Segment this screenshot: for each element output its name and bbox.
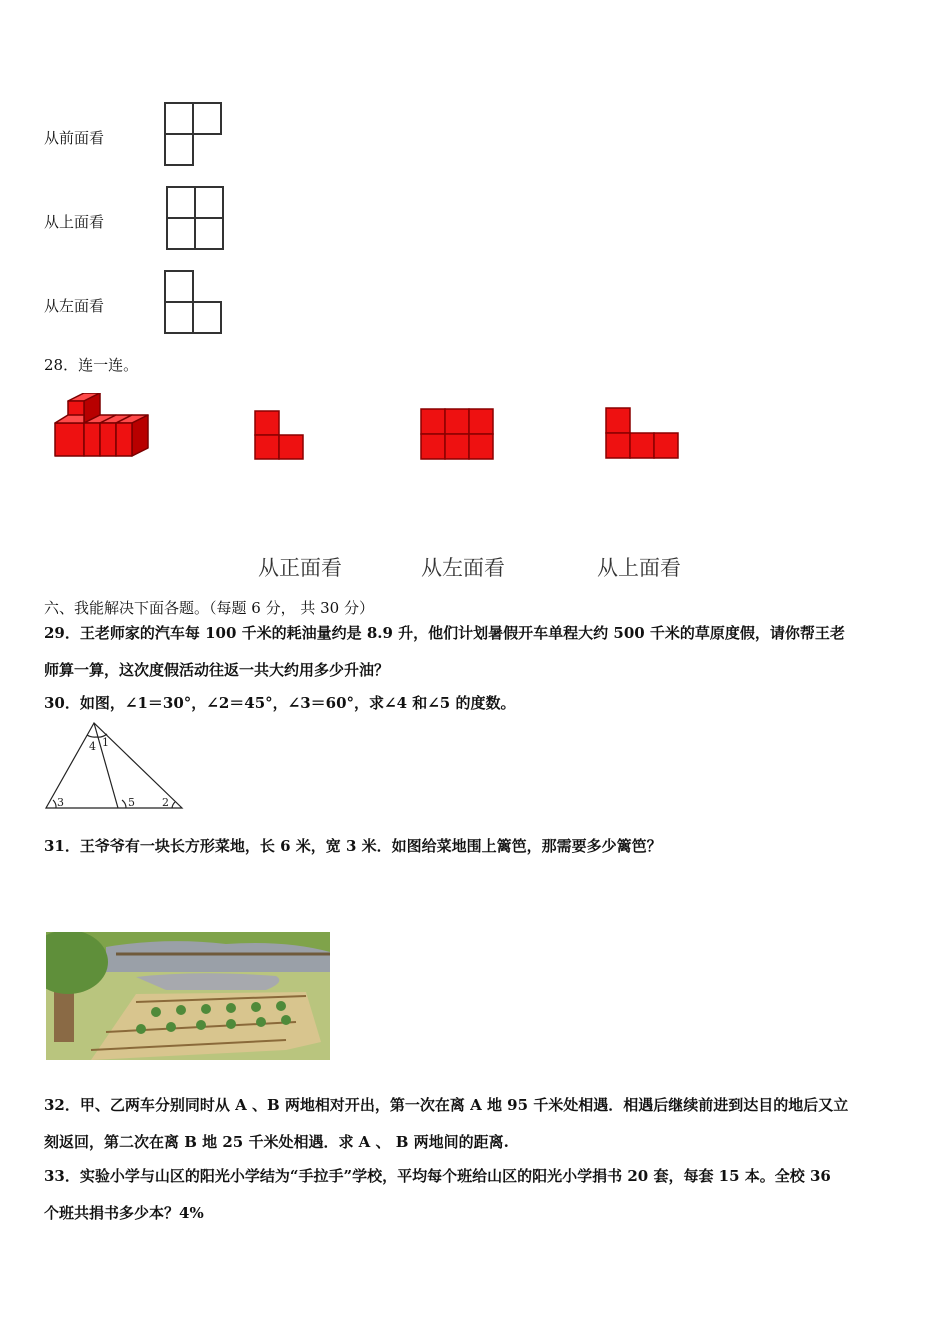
view-shape-l-small — [252, 408, 308, 464]
angle-label-4: 4 — [89, 740, 96, 753]
q28-title: 28．连一连。 — [44, 356, 139, 374]
q29-line1: 29．王老师家的汽车每 100 千米的耗油量约是 8.9 升，他们计划暑假开车单程大约 500 千米的草原度假，请你帮王老 — [44, 624, 845, 642]
top-view-figure — [162, 184, 228, 252]
triangle-figure — [40, 718, 190, 813]
section-6-title: 六、我能解决下面各题。（每题 6 分， 共 30 分） — [44, 599, 374, 617]
angle-label-1: 1 — [102, 736, 109, 749]
q32-line1: 32．甲、乙两车分别同时从 A 、B 两地相对开出，第一次在离 A 地 95 千米处相遇．相遇后继续前进到达目的地后又立 — [44, 1096, 849, 1114]
q30-text: 30．如图，∠1＝30°，∠2＝45°，∠3＝60°，求∠4 和∠5 的度数。 — [44, 694, 516, 712]
angle-label-3: 3 — [57, 796, 64, 809]
caption-front: 从正面看 — [258, 556, 342, 580]
vegetable-garden-illustration — [46, 932, 330, 1060]
angle-label-5: 5 — [128, 796, 135, 809]
q29-line2: 师算一算，这次度假活动往返一共大约用多少升油？ — [44, 661, 390, 679]
front-view-figure — [160, 100, 226, 168]
view-top-label: 从上面看 — [44, 213, 105, 231]
cube-stack-figure — [50, 393, 155, 473]
view-shape-l-wide — [603, 405, 683, 463]
view-left-label: 从左面看 — [44, 297, 105, 315]
q32-line2: 刻返回，第二次在离 B 地 25 千米处相遇．求 A 、 B 两地间的距离. — [44, 1133, 509, 1151]
angle-label-2: 2 — [162, 796, 169, 809]
left-view-figure — [160, 268, 226, 336]
caption-top: 从上面看 — [597, 556, 681, 580]
q33-line1: 33．实验小学与山区的阳光小学结为“手拉手”学校，平均每个班给山区的阳光小学捐书 20 套，每套 15 本。全校 36 — [44, 1167, 831, 1185]
caption-left: 从左面看 — [421, 556, 505, 580]
view-shape-grid — [418, 406, 498, 462]
view-front-label: 从前面看 — [44, 129, 105, 147]
q33-line2: 个班共捐书多少本？4% — [44, 1204, 204, 1222]
q31-text: 31．王爷爷有一块长方形菜地，长 6 米，宽 3 米．如图给菜地围上篱笆，那需要多少篱笆？ — [44, 837, 662, 855]
